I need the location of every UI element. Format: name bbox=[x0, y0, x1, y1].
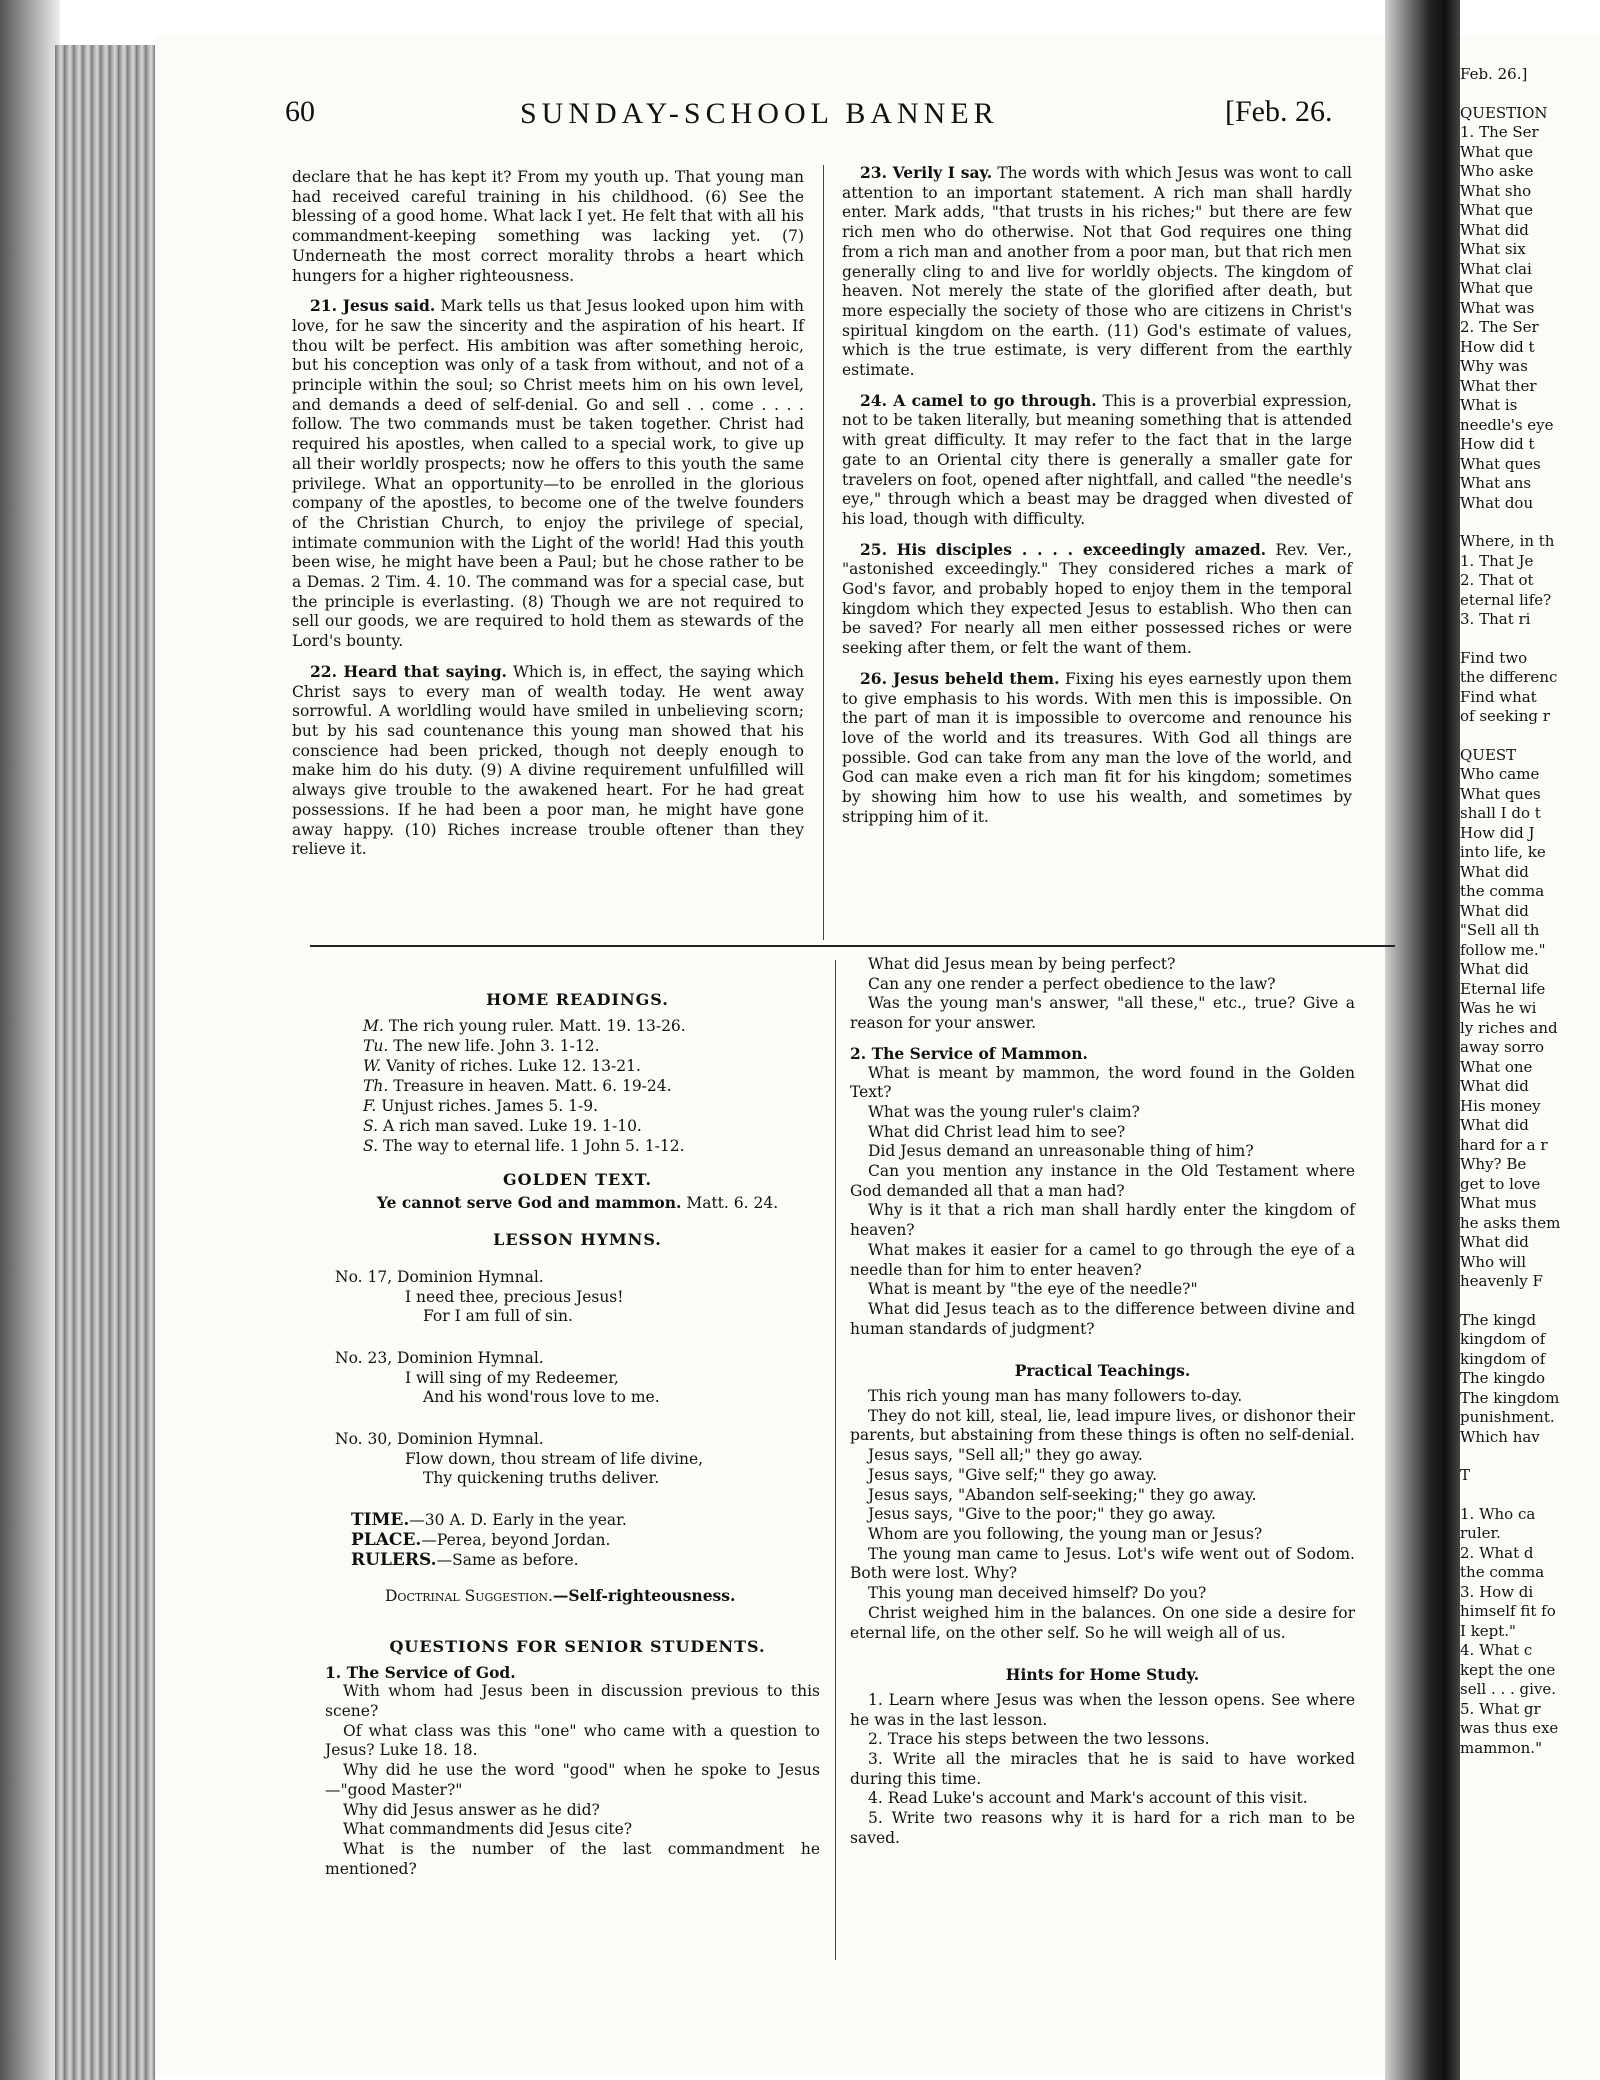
column-divider-lower bbox=[835, 960, 836, 1960]
right-page-line: What did bbox=[1460, 1077, 1529, 1095]
hymn-number: No. 17, Dominion Hymnal. bbox=[335, 1267, 544, 1286]
paragraph-lead: 26. Jesus beheld them. bbox=[860, 668, 1060, 688]
question-line: 5. Write two reasons why it is hard for a rich man to be saved. bbox=[850, 1809, 1355, 1847]
paragraph bbox=[292, 296, 804, 652]
paragraph-lead: 25. His disciples . . . . exceedingly amazed. bbox=[860, 539, 1267, 559]
question-line: Did Jesus demand an unreasonable thing of him? bbox=[868, 1142, 1254, 1161]
right-page-line: T bbox=[1460, 1466, 1471, 1484]
right-page-line: get to love bbox=[1460, 1174, 1541, 1193]
right-page-line: mammon." bbox=[1460, 1738, 1542, 1757]
paragraph bbox=[292, 168, 804, 286]
question-line: With whom had Jesus been in discussion previous to this scene? bbox=[325, 1682, 820, 1721]
right-page-line: What ans bbox=[1460, 474, 1532, 492]
paragraph-lead: 24. A camel to go through. bbox=[860, 390, 1097, 410]
right-page-line: 2. That ot bbox=[1460, 571, 1534, 589]
right-page-line: heavenly F bbox=[1460, 1272, 1543, 1290]
right-page-line: The kingdo bbox=[1460, 1369, 1546, 1387]
right-page-line: What did bbox=[1460, 220, 1529, 239]
right-page-line: 4. What c bbox=[1460, 1641, 1533, 1659]
question-line: Whom are you following, the young man or Jesus? bbox=[868, 1524, 1263, 1543]
right-page-line: How did t bbox=[1460, 337, 1535, 356]
questions-right-column bbox=[850, 955, 1355, 1849]
question-line: What was the young ruler's claim? bbox=[868, 1102, 1140, 1121]
right-page-line: What que bbox=[1460, 201, 1533, 219]
right-page-line bbox=[1460, 727, 1600, 746]
book-gutter bbox=[1385, 0, 1460, 2080]
place-text: —Perea, beyond Jordan. bbox=[421, 1530, 611, 1549]
right-page-line: Who came bbox=[1460, 765, 1540, 783]
home-reading-item bbox=[363, 1116, 820, 1136]
senior-section-2-title: 2. The Service of Mammon. bbox=[850, 1043, 1088, 1063]
paragraph-body: This is a proverbial expression, not to be taken literally, but meaning something that is attended with great difficulty. It may refer to the fact that in the large gate to an Oriental city there is generally a smaller gate for travelers on foot, opened after nightfall, and called "the needle's eye," through which a beast may be dragged when divested of his load, though with difficulty. bbox=[842, 391, 1352, 528]
right-page-line: he asks them bbox=[1460, 1213, 1561, 1232]
senior-section-1-questions bbox=[325, 1682, 820, 1879]
right-page-line: His money bbox=[1460, 1096, 1541, 1115]
practical-teachings bbox=[850, 1387, 1355, 1643]
right-page-line: QUESTION bbox=[1460, 103, 1548, 122]
question-line: Christ weighed him in the balances. On one side a desire for eternal life, on the other self. So he will weigh all of us. bbox=[850, 1603, 1355, 1642]
reading-day: Th. bbox=[363, 1076, 389, 1095]
lesson-context bbox=[351, 1511, 820, 1607]
practical-teachings-title: Practical Teachings. bbox=[1014, 1361, 1191, 1381]
home-reading-item bbox=[363, 1096, 820, 1116]
column-divider bbox=[823, 165, 824, 940]
right-page-line: What six bbox=[1460, 240, 1526, 258]
question-line: Jesus says, "Give self;" they go away. bbox=[868, 1465, 1158, 1484]
right-page-line: shall I do t bbox=[1460, 804, 1541, 822]
right-page-line bbox=[1460, 1292, 1600, 1311]
reading-text: The new life. John 3. 1-12. bbox=[393, 1036, 600, 1055]
question-line: Jesus says, "Sell all;" they go away. bbox=[868, 1446, 1143, 1465]
right-page-line: What did bbox=[1460, 960, 1529, 978]
hymn-line: I need thee, precious Jesus! bbox=[405, 1287, 624, 1306]
right-page-line: What que bbox=[1460, 279, 1533, 297]
paragraph bbox=[292, 662, 804, 860]
right-page-line: 3. That ri bbox=[1460, 610, 1531, 628]
right-page-line: What did bbox=[1460, 901, 1529, 920]
paragraph bbox=[842, 391, 1352, 530]
paragraph-body: declare that he has kept it? From my youth up. That young man had received careful training in his childhood. (6) See the blessing of a good home. What lack I yet. He felt that with all his commandment-keeping something was lacking yet. (7) Underneath the most correct morality throbs a heart which hungers for a higher righteousness. bbox=[292, 168, 804, 285]
right-page-line: Was he wi bbox=[1460, 999, 1537, 1017]
page-number: 60 bbox=[285, 95, 315, 128]
question-line: Was the young man's answer, "all these," etc., true? Give a reason for your answer. bbox=[850, 994, 1355, 1033]
right-page-line: kept the one bbox=[1460, 1660, 1556, 1679]
right-page-line: What que bbox=[1460, 142, 1533, 161]
paragraph bbox=[842, 540, 1352, 659]
section-divider bbox=[310, 945, 1395, 947]
home-reading-item bbox=[363, 1036, 820, 1056]
right-page-line: hard for a r bbox=[1460, 1135, 1548, 1154]
right-page-fragment bbox=[1460, 35, 1600, 2080]
right-page-line: What sho bbox=[1460, 181, 1532, 200]
right-page-line: What ther bbox=[1460, 376, 1537, 395]
hymn-number: No. 30, Dominion Hymnal. bbox=[335, 1430, 544, 1449]
right-page-line: follow me." bbox=[1460, 940, 1546, 959]
reading-text: Treasure in heaven. Matt. 6. 19-24. bbox=[393, 1076, 672, 1095]
right-page-line: Who will bbox=[1460, 1252, 1527, 1271]
right-page-line: How did t bbox=[1460, 435, 1535, 453]
question-line: What is meant by "the eye of the needle?" bbox=[868, 1280, 1198, 1299]
right-page-line: ruler. bbox=[1460, 1524, 1501, 1542]
paragraph-body: Fixing his eyes earnestly upon them to give emphasis to his words. With men this is impossible. On the part of man it is impossible to overcome and renounce his love of the world and its treasures. With God all things are possible. God can take from any man the love of the world, and God can make even a rich man fit for his kingdom; sometimes by showing him how to use his wealth, and sometimes by stripping him of it. bbox=[842, 669, 1353, 826]
reading-text: Unjust riches. James 5. 1-9. bbox=[381, 1096, 598, 1115]
question-line: What is the number of the last commandment he mentioned? bbox=[325, 1839, 820, 1878]
right-page-line bbox=[1460, 85, 1600, 104]
right-page-line: 5. What gr bbox=[1460, 1699, 1541, 1718]
question-line: They do not kill, steal, lie, lead impure lives, or dishonor their parents, but abstaining from these things is often no self-denial. bbox=[850, 1406, 1355, 1445]
right-page-line: How did J bbox=[1460, 823, 1535, 842]
paragraph-body: Mark tells us that Jesus looked upon him with love, for he saw the sincerity and the aspiration of his heart. If thou wilt be perfect. His ambition was after something heroic, but his conception was only of a task from without, and not of a principle within the soul; so Christ meets him on his own level, and demands a deed of self-denial. Go and sell . . come . . . . follow. The two commands must be taken together. Christ had required his apostles, when called to a special work, to give up all their worldly prospects; now he offers to this youth the same privilege. What an opportunity—to be enrolled in the glorious company of the apostles, to become one of the twelve founders of the Christian Church, to enjoy the privilege of special, intimate communion with the Light of the world! Had this youth been wise, he might have been a Paul; but he chose rather to be a Demas. 2 Tim. 4. 10. The command was for a special case, but the principle is everlasting. (8) Though we are not required to sell our goods, we are required to hold them as stewards of the Lord's bounty. bbox=[292, 297, 804, 651]
reading-day: S. bbox=[363, 1136, 378, 1155]
question-line: 1. Learn where Jesus was when the lesson opens. See where he was in the last lesson. bbox=[850, 1690, 1355, 1729]
right-page-line: 3. How di bbox=[1460, 1582, 1534, 1601]
question-line: 2. Trace his steps between the two lessons. bbox=[868, 1730, 1210, 1749]
right-page-line: What did bbox=[1460, 1116, 1529, 1134]
right-page-line: the differenc bbox=[1460, 668, 1558, 686]
hymn-line: And his wond'rous love to me. bbox=[423, 1388, 660, 1407]
question-line: Jesus says, "Abandon self-seeking;" they go away. bbox=[868, 1485, 1257, 1504]
hymn-line: I will sing of my Redeemer, bbox=[405, 1368, 619, 1387]
home-readings-list bbox=[335, 1016, 820, 1156]
question-line: What did Jesus teach as to the difference between divine and human standards of judgment? bbox=[850, 1299, 1355, 1338]
question-line: Why is it that a rich man shall hardly enter the kingdom of heaven? bbox=[850, 1201, 1355, 1240]
paragraph-body: The words with which Jesus was wont to call attention to an important statement. A rich man shall hardly enter. Mark adds, "that trusts in his riches;" but there are few rich men who do otherwise. Not that God requires one thing from a rich man and another from a poor man, but that rich men generally cling to and live for worldly objects. The kingdom of heaven. Not merely the state of the glorified after death, but more especially the society of those who are citizens in Christ's spiritual kingdom on the earth. (11) God's estimate of values, which is the true estimate, is very different from the earthly estimate. bbox=[842, 164, 1352, 380]
paragraph-body: Rev. Ver., "astonished exceedingly." They considered riches a mark of God's favor, and probably hoped to enjoy them in the temporal kingdom which they expected Jesus to establish. Who then can be saved? For nearly all men either possessed riches or were seeking after them, or felt the want of them. bbox=[842, 540, 1353, 658]
paragraph-lead: 23. Verily I say. bbox=[860, 163, 993, 182]
paragraph bbox=[842, 163, 1352, 381]
right-page-line: kingdom of bbox=[1460, 1349, 1546, 1368]
question-line: What did Christ lead him to see? bbox=[868, 1122, 1126, 1141]
right-page-line: Where, in th bbox=[1460, 532, 1555, 550]
right-page-line: Which hav bbox=[1460, 1427, 1540, 1446]
right-page-line: Find two bbox=[1460, 648, 1528, 667]
reading-day: W. bbox=[363, 1056, 382, 1075]
reading-day: F. bbox=[363, 1096, 377, 1115]
right-page-line: Feb. 26.] bbox=[1460, 65, 1528, 83]
right-page-line: of seeking r bbox=[1460, 707, 1550, 725]
right-page-line: What mus bbox=[1460, 1194, 1537, 1212]
question-line: What makes it easier for a camel to go through the eye of a needle than for him to enter heaven? bbox=[850, 1240, 1355, 1279]
right-page-line: the comma bbox=[1460, 1563, 1545, 1581]
hymn-entry bbox=[335, 1430, 820, 1489]
issue-date: [Feb. 26. bbox=[1225, 95, 1333, 128]
right-page-line: Why? Be bbox=[1460, 1155, 1527, 1173]
place-label: PLACE. bbox=[351, 1529, 422, 1550]
rulers-label: RULERS. bbox=[351, 1549, 437, 1570]
right-page-line: the comma bbox=[1460, 882, 1545, 900]
golden-text-title: GOLDEN TEXT. bbox=[502, 1169, 653, 1189]
question-line: What did Jesus mean by being perfect? bbox=[868, 955, 1176, 973]
right-page-line: kingdom of bbox=[1460, 1330, 1546, 1348]
question-line: What commandments did Jesus cite? bbox=[343, 1820, 633, 1839]
right-page-line: The kingdom bbox=[1460, 1388, 1560, 1407]
right-page-text bbox=[1460, 65, 1600, 1758]
right-page-line: 2. What d bbox=[1460, 1543, 1534, 1562]
home-reading-item bbox=[363, 1076, 820, 1096]
question-line: Can you mention any instance in the Old Testament where God demanded all that a man had? bbox=[850, 1162, 1355, 1200]
hymn-line: For I am full of sin. bbox=[423, 1307, 573, 1326]
hymn-line: Flow down, thou stream of life divine, bbox=[405, 1449, 704, 1468]
right-page-line: "Sell all th bbox=[1460, 921, 1540, 939]
right-page-line: I kept." bbox=[1460, 1621, 1516, 1640]
right-page-line: What did bbox=[1460, 862, 1529, 881]
golden-text bbox=[335, 1193, 820, 1214]
doctrinal-label: Doctrinal Suggestion. bbox=[385, 1587, 553, 1606]
right-page-line: What dou bbox=[1460, 493, 1534, 512]
right-page-line bbox=[1460, 1447, 1600, 1466]
right-page-line: Why was bbox=[1460, 357, 1528, 375]
journal-title: SUNDAY-SCHOOL BANNER bbox=[520, 97, 999, 130]
question-line: This rich young man has many followers to-day. bbox=[868, 1387, 1243, 1406]
commentary-left-column bbox=[292, 168, 804, 870]
lesson-helps-column bbox=[325, 990, 820, 1879]
home-reading-item bbox=[363, 1056, 820, 1076]
question-line: Of what class was this "one" who came with a question to Jesus? Luke 18. 18. bbox=[325, 1721, 820, 1760]
paragraph-body: Which is, in effect, the saying which Christ says to every man of wealth today. He went away sorrowful. A worldling would have smiled in unbelieving scorn; but by his sad countenance this young man showed that his conscience had been pricked, though not deeply enough to make him do his duty. (9) A divine requirement unfulfilled will always give trouble to the awakened heart. For he had great possessions. If he had been a poor man, he might have gone away happy. (10) Riches increase trouble oftener than they relieve it. bbox=[292, 662, 804, 859]
home-reading-item bbox=[363, 1016, 820, 1036]
hymn-line: Thy quickening truths deliver. bbox=[423, 1469, 660, 1488]
question-line: What is meant by mammon, the word found in the Golden Text? bbox=[850, 1063, 1355, 1102]
right-page-line: Eternal life bbox=[1460, 979, 1546, 998]
right-page-line: sell . . . give. bbox=[1460, 1680, 1557, 1698]
right-page-line: What ques bbox=[1460, 454, 1541, 473]
right-page-line: punishment. bbox=[1460, 1408, 1555, 1426]
right-page-line: What was bbox=[1460, 298, 1535, 317]
right-page-line: The kingd bbox=[1460, 1310, 1537, 1329]
right-page-line: into life, ke bbox=[1460, 843, 1546, 861]
hymns-list bbox=[335, 1268, 820, 1489]
hymn-entry bbox=[335, 1349, 820, 1408]
home-reading-item bbox=[363, 1136, 820, 1156]
paragraph bbox=[842, 669, 1352, 828]
reading-day: Tu. bbox=[363, 1036, 389, 1055]
reading-text: A rich man saved. Luke 19. 1-10. bbox=[382, 1116, 642, 1135]
right-page-line: was thus exe bbox=[1460, 1719, 1559, 1737]
question-line: Why did he use the word "good" when he spoke to Jesus—"good Master?" bbox=[325, 1761, 820, 1799]
question-line: Jesus says, "Give to the poor;" they go away. bbox=[868, 1505, 1216, 1524]
right-page-line: 1. That Je bbox=[1460, 551, 1534, 570]
hymn-number: No. 23, Dominion Hymnal. bbox=[335, 1348, 544, 1367]
right-page-line: 1. The Ser bbox=[1460, 123, 1539, 141]
senior-questions-title: QUESTIONS FOR SENIOR STUDENTS. bbox=[389, 1636, 766, 1656]
right-page-line: himself fit fo bbox=[1460, 1602, 1556, 1620]
right-page-line: What is bbox=[1460, 396, 1518, 414]
right-page-line bbox=[1460, 513, 1600, 532]
right-page-line: ly riches and bbox=[1460, 1018, 1558, 1037]
page-header bbox=[285, 95, 1365, 140]
right-page-line: eternal life? bbox=[1460, 590, 1552, 609]
question-line: Why did Jesus answer as he did? bbox=[343, 1800, 600, 1819]
right-page-line: QUEST bbox=[1460, 745, 1517, 764]
home-readings-title: HOME READINGS. bbox=[486, 990, 669, 1009]
hymn-entry bbox=[335, 1268, 820, 1327]
doctrinal-text: —Self-righteousness. bbox=[552, 1586, 736, 1606]
right-page-line: Find what bbox=[1460, 687, 1537, 706]
question-line: 4. Read Luke's account and Mark's account of this visit. bbox=[868, 1789, 1308, 1808]
commentary-right-column bbox=[842, 163, 1352, 838]
reading-day: M. bbox=[363, 1016, 384, 1035]
paragraph-lead: 21. Jesus said. bbox=[310, 296, 436, 316]
reading-text: Vanity of riches. Luke 12. 13-21. bbox=[386, 1056, 641, 1075]
hints-for-home-study bbox=[850, 1691, 1355, 1849]
right-page-line: What clai bbox=[1460, 259, 1532, 278]
question-line: The young man came to Jesus. Lot's wife went out of Sodom. Both were lost. Why? bbox=[850, 1544, 1355, 1583]
right-page-line: needle's eye bbox=[1460, 415, 1554, 434]
senior-section-1-title: 1. The Service of God. bbox=[325, 1662, 516, 1682]
right-page-line: 2. The Ser bbox=[1460, 318, 1539, 336]
senior-section-2-questions bbox=[850, 1064, 1355, 1340]
book-page-edges bbox=[55, 45, 155, 2080]
right-page-line bbox=[1460, 1486, 1600, 1505]
right-page-line: What one bbox=[1460, 1057, 1533, 1076]
lesson-hymns-title: LESSON HYMNS. bbox=[493, 1230, 662, 1250]
right-page-line: Who aske bbox=[1460, 162, 1534, 180]
right-page-line: 1. Who ca bbox=[1460, 1504, 1536, 1523]
right-page-line: What ques bbox=[1460, 784, 1541, 803]
time-text: —30 A. D. Early in the year. bbox=[409, 1511, 627, 1530]
question-line: 3. Write all the miracles that he is said to have worked during this time. bbox=[850, 1750, 1355, 1788]
hints-title: Hints for Home Study. bbox=[1005, 1665, 1200, 1685]
right-page-line: What did bbox=[1460, 1233, 1529, 1251]
scan-edge bbox=[0, 0, 60, 2080]
question-line: This young man deceived himself? Do you? bbox=[868, 1584, 1207, 1603]
rulers-text: —Same as before. bbox=[436, 1550, 579, 1569]
golden-text-verse: Ye cannot serve God and mammon. bbox=[376, 1193, 682, 1213]
time-label: TIME. bbox=[351, 1510, 410, 1531]
senior-section-1-questions-cont bbox=[850, 955, 1355, 1034]
reading-text: The way to eternal life. 1 John 5. 1-12. bbox=[382, 1136, 685, 1155]
golden-text-ref: Matt. 6. 24. bbox=[686, 1194, 779, 1213]
right-page-line bbox=[1460, 630, 1600, 649]
reading-text: The rich young ruler. Matt. 19. 13-26. bbox=[388, 1016, 686, 1035]
paragraph-lead: 22. Heard that saying. bbox=[310, 661, 507, 681]
right-page-line: away sorro bbox=[1460, 1038, 1545, 1056]
question-line: Can any one render a perfect obedience to the law? bbox=[868, 974, 1276, 993]
reading-day: S. bbox=[363, 1116, 378, 1135]
